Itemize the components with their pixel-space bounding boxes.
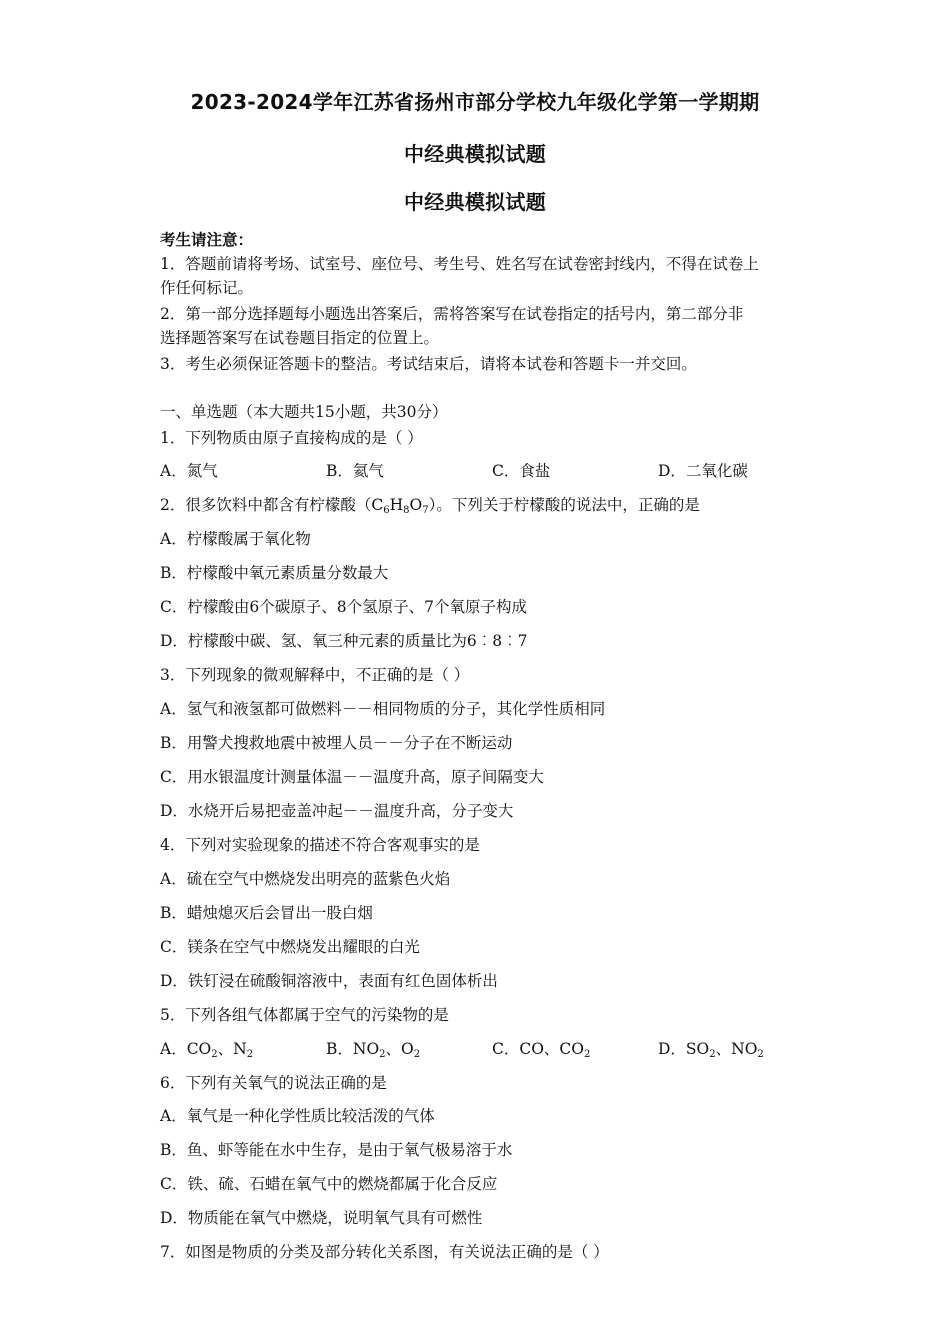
q2-option-a: A．柠檬酸属于氧化物 <box>160 530 311 548</box>
q3-option-a: A．氢气和液氢都可做燃料－－相同物质的分子，其化学性质相同 <box>160 700 606 718</box>
q6-option-c: C．铁、硫、石蜡在氧气中的燃烧都属于化合反应 <box>160 1175 498 1193</box>
q2-option-d: D．柠檬酸中碳、氢、氧三种元素的质量比为6︰8︰7 <box>160 632 528 650</box>
notice-item-2b: 选择题答案写在试卷题目指定的位置上。 <box>160 329 440 347</box>
q1-option-d: D．二氧化碳 <box>658 462 748 480</box>
section-heading: 一、单选题（本大题共15小题，共30分） <box>160 403 448 421</box>
q2-stem: 2．很多饮料中都含有柠檬酸$(C_6H_8O_7)$。下列关于柠檬酸的说法中，正确的是 <box>160 496 700 516</box>
q1-option-c: C．食盐 <box>492 462 551 480</box>
notice-item-2a: 2．第一部分选择题每小题选出答案后，需将答案写在试卷指定的括号内，第二部分非 <box>160 305 744 323</box>
q7-stem: 7．如图是物质的分类及部分转化关系图，有关说法正确的是（ ） <box>160 1243 609 1261</box>
q3-option-c: C．用水银温度计测量体温－－温度升高，原子间隔变大 <box>160 768 544 786</box>
q5-option-d: D．$SO_2$、$NO_2$ <box>658 1040 764 1060</box>
q6-stem: 6．下列有关氧气的说法正确的是 <box>160 1074 387 1092</box>
title-line-3: 中经典模拟试题 <box>403 190 547 214</box>
q4-option-c: C．镁条在空气中燃烧发出耀眼的白光 <box>160 938 420 956</box>
q3-option-d: D．水烧开后易把壶盖冲起－－温度升高，分子变大 <box>160 802 514 820</box>
q4-option-a: A．硫在空气中燃烧发出明亮的蓝紫色火焰 <box>160 870 451 888</box>
q5-stem: 5．下列各组气体都属于空气的污染物的是 <box>160 1006 449 1024</box>
q5-option-b: B．$NO_2$、$O_2$ <box>326 1040 421 1060</box>
q6-option-d: D．物质能在氧气中燃烧，说明氧气具有可燃性 <box>160 1209 483 1227</box>
q4-stem: 4．下列对实验现象的描述不符合客观事实的是 <box>160 836 480 854</box>
q5-option-c: C．CO、$CO_2$ <box>492 1040 591 1060</box>
q4-option-d: D．铁钉浸在硫酸铜溶液中，表面有红色固体析出 <box>160 972 498 990</box>
q4-option-b: B．蜡烛熄灭后会冒出一股白烟 <box>160 904 373 922</box>
q3-option-b: B．用警犬搜救地震中被埋人员－－分子在不断运动 <box>160 734 513 752</box>
q1-stem: 1．下列物质由原子直接构成的是（ ） <box>160 429 423 447</box>
q6-option-a: A．氧气是一种化学性质比较活泼的气体 <box>160 1107 435 1125</box>
q6-option-b: B．鱼、虾等能在水中生存，是由于氧气极易溶于水 <box>160 1141 513 1159</box>
title-line-1: 2023-2024学年江苏省扬州市部分学校九年级化学第一学期期 <box>190 90 760 114</box>
notice-item-3: 3．考生必须保证答题卡的整洁。考试结束后，请将本试卷和答题卡一并交回。 <box>160 355 697 373</box>
q2-option-b: B．柠檬酸中氧元素质量分数最大 <box>160 564 389 582</box>
title-line-2: 中经典模拟试题 <box>403 142 547 166</box>
notice-heading: 考生请注意： <box>160 230 254 249</box>
q3-stem: 3．下列现象的微观解释中，不正确的是（ ） <box>160 666 470 684</box>
notice-item-1a: 1．答题前请将考场、试室号、座位号、考生号、姓名写在试卷密封线内，不得在试卷上 <box>160 255 759 273</box>
q1-option-b: B．氦气 <box>326 462 384 480</box>
notice-item-1b: 作任何标记。 <box>160 279 254 297</box>
q5-option-a: A．$CO_2$、$N_2$ <box>160 1040 254 1060</box>
q1-option-a: A．氮气 <box>160 462 218 480</box>
q2-option-c: C．柠檬酸由6个碳原子、8个氢原子、7个氧原子构成 <box>160 598 527 616</box>
